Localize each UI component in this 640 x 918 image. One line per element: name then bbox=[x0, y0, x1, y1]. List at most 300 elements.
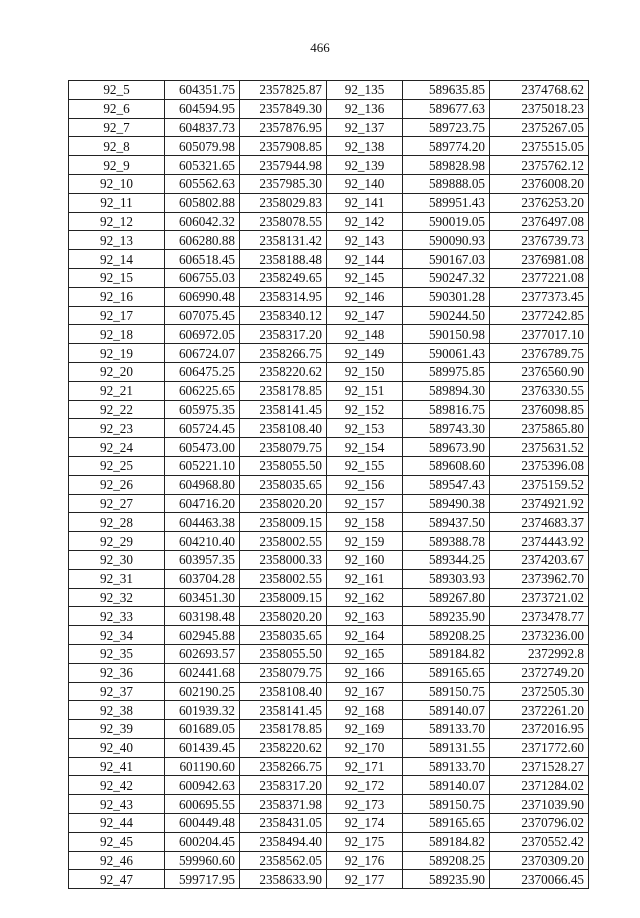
point-id-left-cell: 92_30 bbox=[69, 550, 165, 569]
table-row bbox=[69, 626, 589, 645]
point-id-right-cell: 92_153 bbox=[327, 419, 403, 438]
y-coord-left-cell: 2358178.85 bbox=[240, 381, 327, 400]
point-id-right-cell: 92_141 bbox=[327, 193, 403, 212]
x-coord-right-cell: 589635.85 bbox=[403, 81, 490, 100]
table-row bbox=[69, 550, 589, 569]
x-coord-right-cell: 589673.90 bbox=[403, 438, 490, 457]
x-coord-right-cell: 589677.63 bbox=[403, 99, 490, 118]
y-coord-left-cell: 2358220.62 bbox=[240, 362, 327, 381]
x-coord-left-cell: 604463.38 bbox=[165, 513, 240, 532]
x-coord-right-cell: 589208.25 bbox=[403, 851, 490, 870]
y-coord-left-cell: 2358108.40 bbox=[240, 682, 327, 701]
table-row bbox=[69, 738, 589, 757]
y-coord-right-cell: 2375018.23 bbox=[490, 99, 589, 118]
x-coord-right-cell: 590247.32 bbox=[403, 268, 490, 287]
x-coord-left-cell: 602190.25 bbox=[165, 682, 240, 701]
point-id-right-cell: 92_157 bbox=[327, 494, 403, 513]
x-coord-right-cell: 589723.75 bbox=[403, 118, 490, 137]
table-row bbox=[69, 795, 589, 814]
point-id-left-cell: 92_31 bbox=[69, 569, 165, 588]
y-coord-right-cell: 2375396.08 bbox=[490, 456, 589, 475]
table-row bbox=[69, 306, 589, 325]
table-row bbox=[69, 475, 589, 494]
point-id-right-cell: 92_155 bbox=[327, 456, 403, 475]
point-id-left-cell: 92_25 bbox=[69, 456, 165, 475]
point-id-left-cell: 92_16 bbox=[69, 287, 165, 306]
x-coord-left-cell: 606990.48 bbox=[165, 287, 240, 306]
table-row bbox=[69, 851, 589, 870]
point-id-right-cell: 92_137 bbox=[327, 118, 403, 137]
coordinates-table-body bbox=[69, 81, 589, 889]
y-coord-left-cell: 2357825.87 bbox=[240, 81, 327, 100]
y-coord-right-cell: 2370796.02 bbox=[490, 814, 589, 833]
point-id-right-cell: 92_147 bbox=[327, 306, 403, 325]
point-id-left-cell: 92_29 bbox=[69, 532, 165, 551]
point-id-left-cell: 92_6 bbox=[69, 99, 165, 118]
y-coord-left-cell: 2358000.33 bbox=[240, 550, 327, 569]
y-coord-right-cell: 2373962.70 bbox=[490, 569, 589, 588]
x-coord-left-cell: 601689.05 bbox=[165, 720, 240, 739]
x-coord-left-cell: 606755.03 bbox=[165, 268, 240, 287]
y-coord-right-cell: 2372992.8 bbox=[490, 644, 589, 663]
y-coord-right-cell: 2376560.90 bbox=[490, 362, 589, 381]
point-id-left-cell: 92_19 bbox=[69, 344, 165, 363]
x-coord-left-cell: 599960.60 bbox=[165, 851, 240, 870]
point-id-right-cell: 92_174 bbox=[327, 814, 403, 833]
y-coord-right-cell: 2373478.77 bbox=[490, 607, 589, 626]
y-coord-right-cell: 2370066.45 bbox=[490, 870, 589, 889]
x-coord-left-cell: 605802.88 bbox=[165, 193, 240, 212]
y-coord-right-cell: 2372505.30 bbox=[490, 682, 589, 701]
table-row bbox=[69, 644, 589, 663]
point-id-right-cell: 92_167 bbox=[327, 682, 403, 701]
point-id-left-cell: 92_27 bbox=[69, 494, 165, 513]
x-coord-right-cell: 589743.30 bbox=[403, 419, 490, 438]
point-id-left-cell: 92_12 bbox=[69, 212, 165, 231]
x-coord-right-cell: 589951.43 bbox=[403, 193, 490, 212]
table-row bbox=[69, 682, 589, 701]
point-id-right-cell: 92_144 bbox=[327, 250, 403, 269]
x-coord-right-cell: 589344.25 bbox=[403, 550, 490, 569]
page-number: 466 bbox=[310, 40, 330, 55]
x-coord-left-cell: 606225.65 bbox=[165, 381, 240, 400]
point-id-left-cell: 92_40 bbox=[69, 738, 165, 757]
y-coord-right-cell: 2377242.85 bbox=[490, 306, 589, 325]
table-row bbox=[69, 250, 589, 269]
x-coord-left-cell: 600204.45 bbox=[165, 832, 240, 851]
x-coord-left-cell: 599717.95 bbox=[165, 870, 240, 889]
point-id-right-cell: 92_145 bbox=[327, 268, 403, 287]
x-coord-right-cell: 589388.78 bbox=[403, 532, 490, 551]
table-row bbox=[69, 268, 589, 287]
point-id-right-cell: 92_173 bbox=[327, 795, 403, 814]
point-id-left-cell: 92_23 bbox=[69, 419, 165, 438]
point-id-left-cell: 92_8 bbox=[69, 137, 165, 156]
x-coord-left-cell: 602693.57 bbox=[165, 644, 240, 663]
x-coord-left-cell: 606475.25 bbox=[165, 362, 240, 381]
x-coord-left-cell: 605473.00 bbox=[165, 438, 240, 457]
point-id-right-cell: 92_142 bbox=[327, 212, 403, 231]
x-coord-left-cell: 605221.10 bbox=[165, 456, 240, 475]
y-coord-right-cell: 2375865.80 bbox=[490, 419, 589, 438]
table-row bbox=[69, 588, 589, 607]
point-id-right-cell: 92_150 bbox=[327, 362, 403, 381]
point-id-right-cell: 92_172 bbox=[327, 776, 403, 795]
y-coord-left-cell: 2358108.40 bbox=[240, 419, 327, 438]
point-id-right-cell: 92_177 bbox=[327, 870, 403, 889]
y-coord-left-cell: 2357908.85 bbox=[240, 137, 327, 156]
x-coord-left-cell: 604837.73 bbox=[165, 118, 240, 137]
point-id-left-cell: 92_13 bbox=[69, 231, 165, 250]
x-coord-right-cell: 589894.30 bbox=[403, 381, 490, 400]
y-coord-left-cell: 2358340.12 bbox=[240, 306, 327, 325]
point-id-right-cell: 92_143 bbox=[327, 231, 403, 250]
point-id-left-cell: 92_7 bbox=[69, 118, 165, 137]
x-coord-left-cell: 604716.20 bbox=[165, 494, 240, 513]
point-id-left-cell: 92_28 bbox=[69, 513, 165, 532]
point-id-right-cell: 92_161 bbox=[327, 569, 403, 588]
x-coord-right-cell: 590019.05 bbox=[403, 212, 490, 231]
y-coord-right-cell: 2371284.02 bbox=[490, 776, 589, 795]
point-id-left-cell: 92_43 bbox=[69, 795, 165, 814]
x-coord-left-cell: 607075.45 bbox=[165, 306, 240, 325]
y-coord-left-cell: 2358029.83 bbox=[240, 193, 327, 212]
x-coord-left-cell: 600942.63 bbox=[165, 776, 240, 795]
y-coord-left-cell: 2358055.50 bbox=[240, 456, 327, 475]
y-coord-right-cell: 2374683.37 bbox=[490, 513, 589, 532]
x-coord-right-cell: 589437.50 bbox=[403, 513, 490, 532]
point-id-right-cell: 92_159 bbox=[327, 532, 403, 551]
x-coord-left-cell: 605321.65 bbox=[165, 156, 240, 175]
x-coord-right-cell: 589184.82 bbox=[403, 832, 490, 851]
point-id-left-cell: 92_47 bbox=[69, 870, 165, 889]
point-id-right-cell: 92_140 bbox=[327, 174, 403, 193]
point-id-right-cell: 92_136 bbox=[327, 99, 403, 118]
x-coord-left-cell: 601439.45 bbox=[165, 738, 240, 757]
x-coord-left-cell: 600695.55 bbox=[165, 795, 240, 814]
y-coord-left-cell: 2358220.62 bbox=[240, 738, 327, 757]
y-coord-right-cell: 2373721.02 bbox=[490, 588, 589, 607]
y-coord-right-cell: 2370309.20 bbox=[490, 851, 589, 870]
point-id-right-cell: 92_168 bbox=[327, 701, 403, 720]
point-id-left-cell: 92_21 bbox=[69, 381, 165, 400]
table-row bbox=[69, 344, 589, 363]
x-coord-right-cell: 590150.98 bbox=[403, 325, 490, 344]
x-coord-right-cell: 589140.07 bbox=[403, 776, 490, 795]
y-coord-left-cell: 2357876.95 bbox=[240, 118, 327, 137]
y-coord-left-cell: 2358178.85 bbox=[240, 720, 327, 739]
y-coord-right-cell: 2374443.92 bbox=[490, 532, 589, 551]
x-coord-left-cell: 605562.63 bbox=[165, 174, 240, 193]
table-row bbox=[69, 607, 589, 626]
x-coord-right-cell: 589828.98 bbox=[403, 156, 490, 175]
table-row bbox=[69, 174, 589, 193]
y-coord-left-cell: 2358562.05 bbox=[240, 851, 327, 870]
x-coord-right-cell: 589133.70 bbox=[403, 720, 490, 739]
y-coord-left-cell: 2358078.55 bbox=[240, 212, 327, 231]
point-id-right-cell: 92_175 bbox=[327, 832, 403, 851]
y-coord-right-cell: 2371528.27 bbox=[490, 757, 589, 776]
x-coord-right-cell: 589303.93 bbox=[403, 569, 490, 588]
y-coord-right-cell: 2374921.92 bbox=[490, 494, 589, 513]
point-id-left-cell: 92_37 bbox=[69, 682, 165, 701]
x-coord-right-cell: 589140.07 bbox=[403, 701, 490, 720]
y-coord-right-cell: 2374768.62 bbox=[490, 81, 589, 100]
y-coord-right-cell: 2372261.20 bbox=[490, 701, 589, 720]
x-coord-right-cell: 589131.55 bbox=[403, 738, 490, 757]
coordinates-table bbox=[68, 80, 589, 889]
table-row bbox=[69, 137, 589, 156]
point-id-left-cell: 92_15 bbox=[69, 268, 165, 287]
y-coord-left-cell: 2358188.48 bbox=[240, 250, 327, 269]
point-id-right-cell: 92_146 bbox=[327, 287, 403, 306]
y-coord-left-cell: 2358055.50 bbox=[240, 644, 327, 663]
table-row bbox=[69, 231, 589, 250]
x-coord-left-cell: 603957.35 bbox=[165, 550, 240, 569]
x-coord-left-cell: 602441.68 bbox=[165, 663, 240, 682]
point-id-left-cell: 92_17 bbox=[69, 306, 165, 325]
y-coord-right-cell: 2376008.20 bbox=[490, 174, 589, 193]
point-id-right-cell: 92_135 bbox=[327, 81, 403, 100]
x-coord-right-cell: 589208.25 bbox=[403, 626, 490, 645]
x-coord-left-cell: 605079.98 bbox=[165, 137, 240, 156]
x-coord-left-cell: 604210.40 bbox=[165, 532, 240, 551]
table-row bbox=[69, 870, 589, 889]
y-coord-right-cell: 2376253.20 bbox=[490, 193, 589, 212]
y-coord-left-cell: 2358266.75 bbox=[240, 757, 327, 776]
y-coord-left-cell: 2358266.75 bbox=[240, 344, 327, 363]
table-row bbox=[69, 156, 589, 175]
y-coord-left-cell: 2358079.75 bbox=[240, 438, 327, 457]
y-coord-right-cell: 2374203.67 bbox=[490, 550, 589, 569]
y-coord-left-cell: 2358002.55 bbox=[240, 569, 327, 588]
x-coord-left-cell: 605975.35 bbox=[165, 400, 240, 419]
table-row bbox=[69, 757, 589, 776]
point-id-left-cell: 92_22 bbox=[69, 400, 165, 419]
y-coord-left-cell: 2358002.55 bbox=[240, 532, 327, 551]
x-coord-right-cell: 589184.82 bbox=[403, 644, 490, 663]
y-coord-right-cell: 2376497.08 bbox=[490, 212, 589, 231]
point-id-right-cell: 92_160 bbox=[327, 550, 403, 569]
point-id-left-cell: 92_11 bbox=[69, 193, 165, 212]
x-coord-left-cell: 603198.48 bbox=[165, 607, 240, 626]
y-coord-left-cell: 2358141.45 bbox=[240, 400, 327, 419]
x-coord-right-cell: 589165.65 bbox=[403, 663, 490, 682]
x-coord-left-cell: 601190.60 bbox=[165, 757, 240, 776]
y-coord-left-cell: 2358494.40 bbox=[240, 832, 327, 851]
point-id-right-cell: 92_151 bbox=[327, 381, 403, 400]
table-row bbox=[69, 81, 589, 100]
table-row bbox=[69, 814, 589, 833]
point-id-left-cell: 92_42 bbox=[69, 776, 165, 795]
y-coord-left-cell: 2358317.20 bbox=[240, 325, 327, 344]
point-id-right-cell: 92_166 bbox=[327, 663, 403, 682]
x-coord-right-cell: 589816.75 bbox=[403, 400, 490, 419]
point-id-right-cell: 92_176 bbox=[327, 851, 403, 870]
table-row bbox=[69, 494, 589, 513]
y-coord-right-cell: 2375159.52 bbox=[490, 475, 589, 494]
x-coord-right-cell: 589774.20 bbox=[403, 137, 490, 156]
x-coord-left-cell: 600449.48 bbox=[165, 814, 240, 833]
point-id-left-cell: 92_35 bbox=[69, 644, 165, 663]
y-coord-right-cell: 2372749.20 bbox=[490, 663, 589, 682]
table-row bbox=[69, 287, 589, 306]
x-coord-right-cell: 589150.75 bbox=[403, 795, 490, 814]
table-row bbox=[69, 532, 589, 551]
y-coord-right-cell: 2377017.10 bbox=[490, 325, 589, 344]
x-coord-right-cell: 589975.85 bbox=[403, 362, 490, 381]
point-id-right-cell: 92_170 bbox=[327, 738, 403, 757]
x-coord-right-cell: 589888.05 bbox=[403, 174, 490, 193]
x-coord-left-cell: 605724.45 bbox=[165, 419, 240, 438]
table-row bbox=[69, 118, 589, 137]
point-id-left-cell: 92_20 bbox=[69, 362, 165, 381]
y-coord-right-cell: 2371039.90 bbox=[490, 795, 589, 814]
point-id-right-cell: 92_156 bbox=[327, 475, 403, 494]
point-id-left-cell: 92_38 bbox=[69, 701, 165, 720]
y-coord-right-cell: 2373236.00 bbox=[490, 626, 589, 645]
point-id-right-cell: 92_163 bbox=[327, 607, 403, 626]
table-row bbox=[69, 400, 589, 419]
y-coord-right-cell: 2375762.12 bbox=[490, 156, 589, 175]
y-coord-right-cell: 2371772.60 bbox=[490, 738, 589, 757]
y-coord-left-cell: 2358317.20 bbox=[240, 776, 327, 795]
x-coord-right-cell: 589235.90 bbox=[403, 870, 490, 889]
point-id-right-cell: 92_165 bbox=[327, 644, 403, 663]
x-coord-right-cell: 589150.75 bbox=[403, 682, 490, 701]
point-id-left-cell: 92_45 bbox=[69, 832, 165, 851]
y-coord-left-cell: 2358141.45 bbox=[240, 701, 327, 720]
y-coord-right-cell: 2372016.95 bbox=[490, 720, 589, 739]
x-coord-right-cell: 589490.38 bbox=[403, 494, 490, 513]
table-row bbox=[69, 776, 589, 795]
y-coord-left-cell: 2358131.42 bbox=[240, 231, 327, 250]
point-id-right-cell: 92_148 bbox=[327, 325, 403, 344]
point-id-left-cell: 92_41 bbox=[69, 757, 165, 776]
point-id-right-cell: 92_149 bbox=[327, 344, 403, 363]
y-coord-left-cell: 2358020.20 bbox=[240, 607, 327, 626]
point-id-right-cell: 92_162 bbox=[327, 588, 403, 607]
x-coord-right-cell: 589547.43 bbox=[403, 475, 490, 494]
y-coord-left-cell: 2358020.20 bbox=[240, 494, 327, 513]
y-coord-left-cell: 2357985.30 bbox=[240, 174, 327, 193]
point-id-left-cell: 92_33 bbox=[69, 607, 165, 626]
point-id-left-cell: 92_10 bbox=[69, 174, 165, 193]
y-coord-right-cell: 2376789.75 bbox=[490, 344, 589, 363]
y-coord-right-cell: 2375631.52 bbox=[490, 438, 589, 457]
point-id-left-cell: 92_5 bbox=[69, 81, 165, 100]
point-id-left-cell: 92_14 bbox=[69, 250, 165, 269]
x-coord-left-cell: 604968.80 bbox=[165, 475, 240, 494]
point-id-left-cell: 92_34 bbox=[69, 626, 165, 645]
point-id-left-cell: 92_44 bbox=[69, 814, 165, 833]
table-row bbox=[69, 663, 589, 682]
y-coord-left-cell: 2358431.05 bbox=[240, 814, 327, 833]
table-row bbox=[69, 569, 589, 588]
x-coord-left-cell: 604351.75 bbox=[165, 81, 240, 100]
table-row bbox=[69, 419, 589, 438]
point-id-right-cell: 92_152 bbox=[327, 400, 403, 419]
table-row bbox=[69, 212, 589, 231]
table-row bbox=[69, 99, 589, 118]
y-coord-right-cell: 2375267.05 bbox=[490, 118, 589, 137]
point-id-left-cell: 92_36 bbox=[69, 663, 165, 682]
point-id-left-cell: 92_32 bbox=[69, 588, 165, 607]
point-id-right-cell: 92_139 bbox=[327, 156, 403, 175]
x-coord-left-cell: 604594.95 bbox=[165, 99, 240, 118]
x-coord-right-cell: 590244.50 bbox=[403, 306, 490, 325]
x-coord-right-cell: 589267.80 bbox=[403, 588, 490, 607]
table-row bbox=[69, 362, 589, 381]
point-id-right-cell: 92_154 bbox=[327, 438, 403, 457]
point-id-right-cell: 92_169 bbox=[327, 720, 403, 739]
y-coord-right-cell: 2375515.05 bbox=[490, 137, 589, 156]
y-coord-left-cell: 2358079.75 bbox=[240, 663, 327, 682]
table-row bbox=[69, 381, 589, 400]
x-coord-right-cell: 590090.93 bbox=[403, 231, 490, 250]
x-coord-right-cell: 590061.43 bbox=[403, 344, 490, 363]
x-coord-left-cell: 606518.45 bbox=[165, 250, 240, 269]
x-coord-left-cell: 606042.32 bbox=[165, 212, 240, 231]
y-coord-right-cell: 2376981.08 bbox=[490, 250, 589, 269]
x-coord-left-cell: 603704.28 bbox=[165, 569, 240, 588]
point-id-left-cell: 92_46 bbox=[69, 851, 165, 870]
y-coord-left-cell: 2358009.15 bbox=[240, 588, 327, 607]
y-coord-left-cell: 2357944.98 bbox=[240, 156, 327, 175]
x-coord-right-cell: 589608.60 bbox=[403, 456, 490, 475]
point-id-right-cell: 92_171 bbox=[327, 757, 403, 776]
x-coord-left-cell: 602945.88 bbox=[165, 626, 240, 645]
x-coord-left-cell: 601939.32 bbox=[165, 701, 240, 720]
x-coord-left-cell: 603451.30 bbox=[165, 588, 240, 607]
x-coord-right-cell: 590167.03 bbox=[403, 250, 490, 269]
point-id-left-cell: 92_24 bbox=[69, 438, 165, 457]
y-coord-right-cell: 2377373.45 bbox=[490, 287, 589, 306]
y-coord-left-cell: 2358633.90 bbox=[240, 870, 327, 889]
point-id-left-cell: 92_26 bbox=[69, 475, 165, 494]
point-id-left-cell: 92_9 bbox=[69, 156, 165, 175]
y-coord-right-cell: 2370552.42 bbox=[490, 832, 589, 851]
x-coord-left-cell: 606724.07 bbox=[165, 344, 240, 363]
point-id-left-cell: 92_18 bbox=[69, 325, 165, 344]
y-coord-right-cell: 2376330.55 bbox=[490, 381, 589, 400]
y-coord-left-cell: 2357849.30 bbox=[240, 99, 327, 118]
y-coord-left-cell: 2358035.65 bbox=[240, 475, 327, 494]
y-coord-right-cell: 2376098.85 bbox=[490, 400, 589, 419]
y-coord-left-cell: 2358009.15 bbox=[240, 513, 327, 532]
x-coord-right-cell: 589165.65 bbox=[403, 814, 490, 833]
table-row bbox=[69, 832, 589, 851]
table-row bbox=[69, 513, 589, 532]
x-coord-left-cell: 606972.05 bbox=[165, 325, 240, 344]
y-coord-left-cell: 2358371.98 bbox=[240, 795, 327, 814]
x-coord-right-cell: 590301.28 bbox=[403, 287, 490, 306]
table-row bbox=[69, 193, 589, 212]
x-coord-right-cell: 589235.90 bbox=[403, 607, 490, 626]
table-row bbox=[69, 456, 589, 475]
table-row bbox=[69, 701, 589, 720]
x-coord-right-cell: 589133.70 bbox=[403, 757, 490, 776]
y-coord-right-cell: 2377221.08 bbox=[490, 268, 589, 287]
table-row bbox=[69, 720, 589, 739]
point-id-right-cell: 92_158 bbox=[327, 513, 403, 532]
table-row bbox=[69, 438, 589, 457]
y-coord-left-cell: 2358249.65 bbox=[240, 268, 327, 287]
point-id-right-cell: 92_138 bbox=[327, 137, 403, 156]
y-coord-left-cell: 2358314.95 bbox=[240, 287, 327, 306]
point-id-right-cell: 92_164 bbox=[327, 626, 403, 645]
table-row bbox=[69, 325, 589, 344]
